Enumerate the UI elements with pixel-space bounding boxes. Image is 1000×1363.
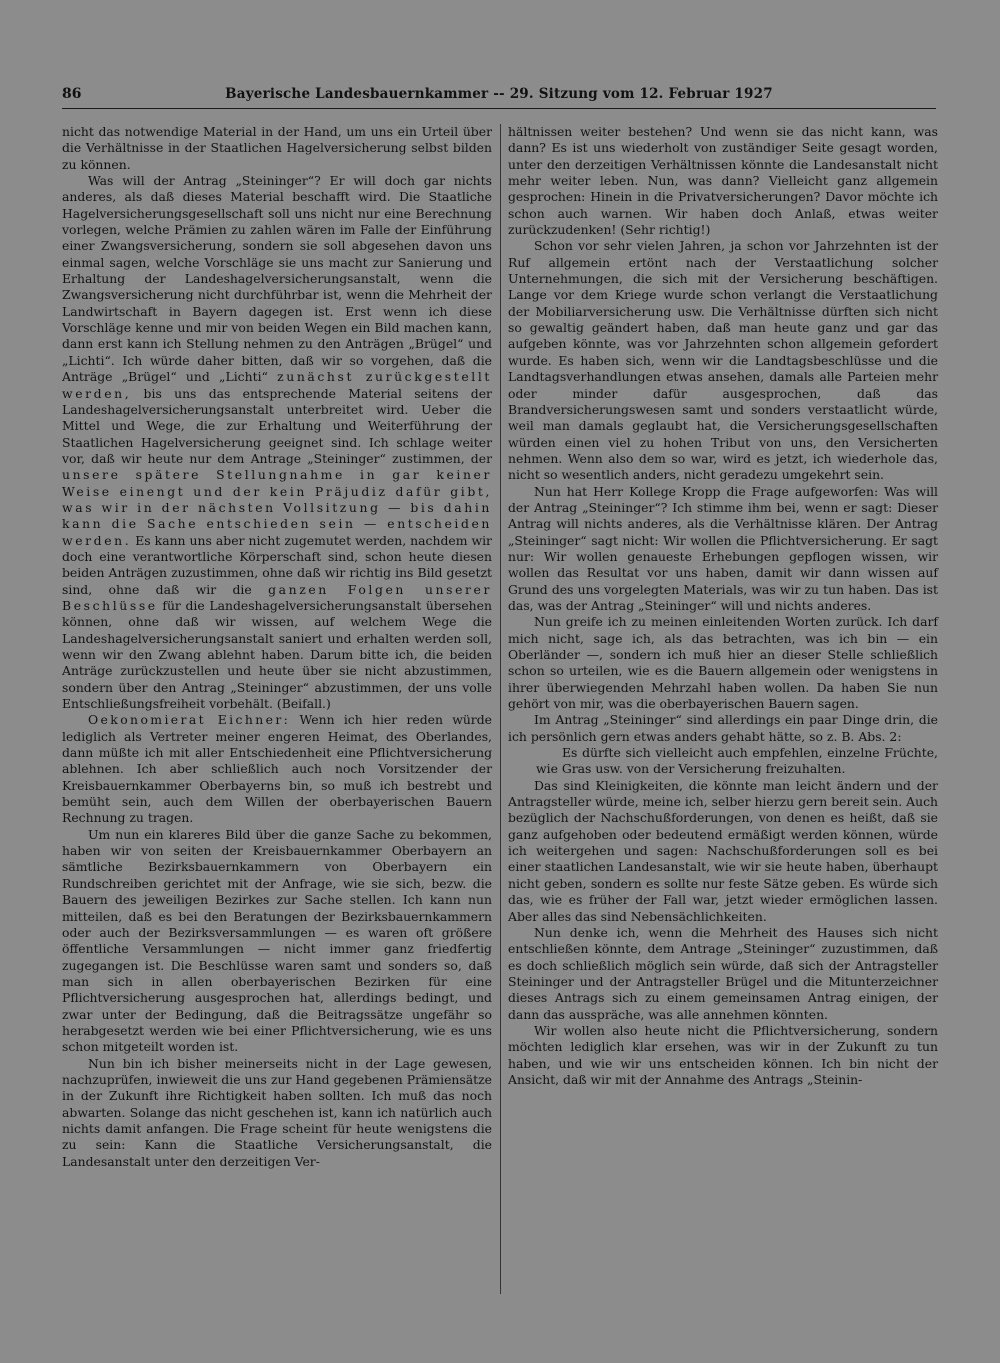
paragraph: Schon vor sehr vielen Jahren, ja schon vor Jahrzehnten ist der Ruf allgemein ertönt nach der Verstaatlichung solcher Unternehmungen, die sich mit der Versicherung beschäftigen. Lange vor dem Kriege wurde schon verlangt die Verstaatlichung der Mobiliarversicherung usw. Die Verhältnisse dürften sich nicht so gewaltig geändert haben, daß man heute ganz und gar das aufgeben könnte, was vor Jahrzehnten schon allgemein gefordert wurde. Es haben sich, wenn wir die Landtagsbeschlüsse und die Landtagsverhandlungen etwas ansehen, damals alle Parteien mehr oder minder dafür ausgesprochen, daß das Brandversicherungswesen samt und sonders verstaatlicht würde, weil man damals geglaubt hat, die Versicherungsgesellschaften würden einen viel zu hohen Tribut von uns, den Versicherten nehmen. Wenn also dem so war, wird es jetzt, ich wiederhole das, nicht so wesentlich anders, nicht geradezu umgekehrt sein. <box>508 238 938 483</box>
emphasis-text: zunächst zurückgestellt werden, <box>62 369 492 401</box>
left-column <box>62 124 492 1170</box>
paragraph: Nun greife ich zu meinen einleitenden Worten zurück. Ich darf mich nicht, sage ich, als das betrachten, was ich bin — ein Oberländer —, sondern ich muß hier an dieser Stelle schließlich schon so urteilen, wie es die Bauern allgemein oder wenigstens in ihrer überwiegenden Mehrzahl haben wollen. Da haben Sie nun gehört von mir, was die oberbayerischen Bauern sagen. <box>508 614 938 712</box>
paragraph: Um nun ein klareres Bild über die ganze Sache zu bekommen, haben wir von seiten der Kreisbauernkammer Oberbayern an sämtliche Bezirksbauernkammern von Oberbayern ein Rundschreiben gerichtet mit der Anfrage, wie sie sich, bezw. die Bauern des jeweiligen Bezirkes zur Sache stellen. Ich kann nun mitteilen, daß es bei den Beratungen der Bezirksbauernkammern oder auch der Bezirksversammlungen — es waren oft größere öffentliche Versammlungen — nicht immer ganz friedfertig zugegangen ist. Die Beschlüsse waren samt und sonders so, daß man sich in allen oberbayerischen Bezirken für eine Pflichtversicherung ausgesprochen hat, allerdings bedingt, und zwar unter der Bedingung, daß die Beitragssätze ungefähr so herabgesetzt werden wie bei einer Pflichtversicherung, wie es uns schon mitgeteilt worden ist. <box>62 826 492 1055</box>
emphasis-text: ganzen Folgen unserer Beschlüsse <box>62 581 492 613</box>
paragraph-text: für die Landeshagelversicherungsanstalt übersehen können, ohne daß wir wissen, auf welchem Wege die Landeshagelversicherungsanstalt saniert und erhalten werden soll, wenn wir den Zwang ablehnt haben. Darum bitte ich, die beiden Anträge zurückzustellen und heute über sie nicht abzustimmen, sondern über den Antrag „Steininger“ abzustimmen, der uns volle Entschließungsfreiheit vorbehält. (Beifall.) <box>62 597 492 712</box>
running-head: Bayerische Landesbauernkammer -- 29. Sitzung vom 12. Februar 1927 <box>225 86 773 102</box>
paragraph: Nun hat Herr Kollege Kropp die Frage aufgeworfen: Was will der Antrag „Steininger“? Ich stimme ihm bei, wenn er sagt: Dieser Antrag will nichts anderes, als die Verhältnisse klären. Der Antrag „Steininger“ sagt nicht: Wir wollen die Pflichtversicherung. Er sagt nur: Wir wollen genaueste Erhebungen gepflogen wissen, wir wollen das Resultat vor uns haben, damit wir dann wissen auf Grund des uns vorgelegten Materials, was wir zu tun haben. Das ist das, was der Antrag „Steininger“ will und nichts anderes. <box>508 483 938 613</box>
paragraph: hältnissen weiter bestehen? Und wenn sie das nicht kann, was dann? Es ist uns wiederholt von zuständiger Seite gesagt worden, unter den derzeitigen Verhältnissen könnte die Landesanstalt nicht mehr weiter leben. Nun, was dann? Vielleicht ganz allgemein gesprochen: Hinein in die Privatversicherungen? Davor möchte ich schon auch warnen. Wir haben doch Anlaß, etwas weiter zurückzudenken! (Sehr richtig!) <box>508 124 938 238</box>
block-quote: Es dürfte sich vielleicht auch empfehlen, einzelne Früchte, wie Gras usw. von der Versicherung freizuhalten. <box>536 745 938 777</box>
page-number: 86 <box>62 86 82 102</box>
page-header <box>62 86 936 109</box>
right-column <box>508 124 938 1088</box>
paragraph <box>62 173 492 712</box>
paragraph: Nun bin ich bisher meinerseits nicht in der Lage gewesen, nachzuprüfen, inwieweit die uns zur Hand gegebenen Prämiensätze in der Zukunft ihre Richtigkeit haben sollten. Ich muß das noch abwarten. Solange das nicht geschehen ist, kann ich natürlich auch nichts damit anfangen. Die Frage scheint für heute wenigstens die zu sein: Kann die Staatliche Versicherungsanstalt, die Landesanstalt unter den derzeitigen Ver- <box>62 1055 492 1169</box>
paragraph: Im Antrag „Steininger“ sind allerdings ein paar Dinge drin, die ich persönlich gern etwas anders gehabt hätte, so z. B. Abs. 2: <box>508 712 938 744</box>
speaker-name: Oekonomierat Eichner: <box>88 712 291 728</box>
paragraph <box>62 712 492 826</box>
paragraph: Das sind Kleinigkeiten, die könnte man leicht ändern und der Antragsteller würde, meine ich, selber hierzu gern bereit sein. Auch bezüglich der Nachschußforderungen, von denen es heißt, daß sie ganz aufgehoben oder bedeutend ermäßigt werden können, würde ich weitergehen und sagen: Nachschußforderungen soll es bei einer staatlichen Landesanstalt, wie wir sie heute haben, überhaupt nicht geben, sondern es sollte nur feste Sätze geben. Es würde sich das, wie es früher der Fall war, jetzt wieder ermöglichen lassen. Aber alles das sind Nebensächlichkeiten. <box>508 777 938 924</box>
paragraph-text: Wenn ich hier reden würde lediglich als Vertreter meiner engeren Heimat, des Oberlandes, dann müßte ich mit aller Entschiedenheit eine Pflichtversicherung ablehnen. Ich aber schließlich auch noch Vorsitzender der Kreisbauernkammer Oberbayerns bin, so muß ich bestrebt und bemüht sein, auch dem Willen der oberbayerischen Bauern Rechnung zu tragen. <box>62 712 492 826</box>
paragraph-text: Es kann uns aber nicht zugemutet werden, nachdem wir doch eine verantwortliche Körperschaft sind, schon heute diesen beiden Anträgen zuzustimmen, ohne daß wir richtig ins Bild gesetzt sind, ohne daß wir die <box>62 532 492 597</box>
paragraph: nicht das notwendige Material in der Hand, um uns ein Urteil über die Verhältnisse in der Staatlichen Hagelversicherung selbst bilden zu können. <box>62 124 492 172</box>
paragraph-text: bis uns das entsprechende Material seitens der Landeshagelversicherungsanstalt unterbreitet wird. Ueber die Mittel und Wege, die zur Erhaltung und Weiterführung der Staatlichen Hagelversicherung geeignet sind. Ich schlage weiter vor, daß wir heute nur dem Antrage „Steininger“ zustimmen, der <box>62 385 492 466</box>
paragraph: Wir wollen also heute nicht die Pflichtversicherung, sondern möchten lediglich klar ersehen, was wir in der Zukunft zu tun haben, und wie wir uns entscheiden können. Ich bin nicht der Ansicht, daß wir mit der Annahme des Antrags „Steinin- <box>508 1022 938 1087</box>
column-divider <box>500 124 501 1294</box>
emphasis-text: unsere spätere Stellungnahme in gar keiner Weise einengt und der kein Präjudiz dafür gibt, was wir in der nächsten Vollsitzung — bis dahin kann die Sache entschieden sein — entscheiden werden. <box>62 467 492 548</box>
paragraph: Nun denke ich, wenn die Mehrheit des Hauses sich nicht entschließen könnte, dem Antrage „Steininger“ zuzustimmen, daß es doch schließlich möglich sein würde, daß sich der Antragsteller Steininger und der Antragsteller Brügel und die Mitunterzeichner dieses Antrags sich zu einem gemeinsamen Antrag einigen, der dann das ausspräche, was alle annehmen könnten. <box>508 924 938 1022</box>
paragraph-text: Was will der Antrag „Steininger“? Er will doch gar nichts anderes, als daß dieses Material beschafft wird. Die Staatliche Hagelversicherungsgesellschaft soll uns nicht nur eine Berechnung vorlegen, welche Prämien zu zahlen wären im Falle der Einführung einer Zwangsversicherung, sondern sie soll abgesehen davon uns einmal sagen, welche Vorschläge sie uns macht zur Sanierung und Erhaltung der Landeshagelversicherungsanstalt, wenn die Zwangsversicherung nicht durchführbar ist, wenn die Mehrheit der Landwirtschaft in Bayern dagegen ist. Erst wenn ich diese Vorschläge kenne und mir von beiden Wegen ein Bild machen kann, dann erst kann ich Stellung nehmen zu den Anträgen „Brügel“ und „Lichti“. Ich würde daher bitten, daß wir so vorgehen, daß die Anträge „Brügel“ und „Lichti“ <box>62 173 492 385</box>
